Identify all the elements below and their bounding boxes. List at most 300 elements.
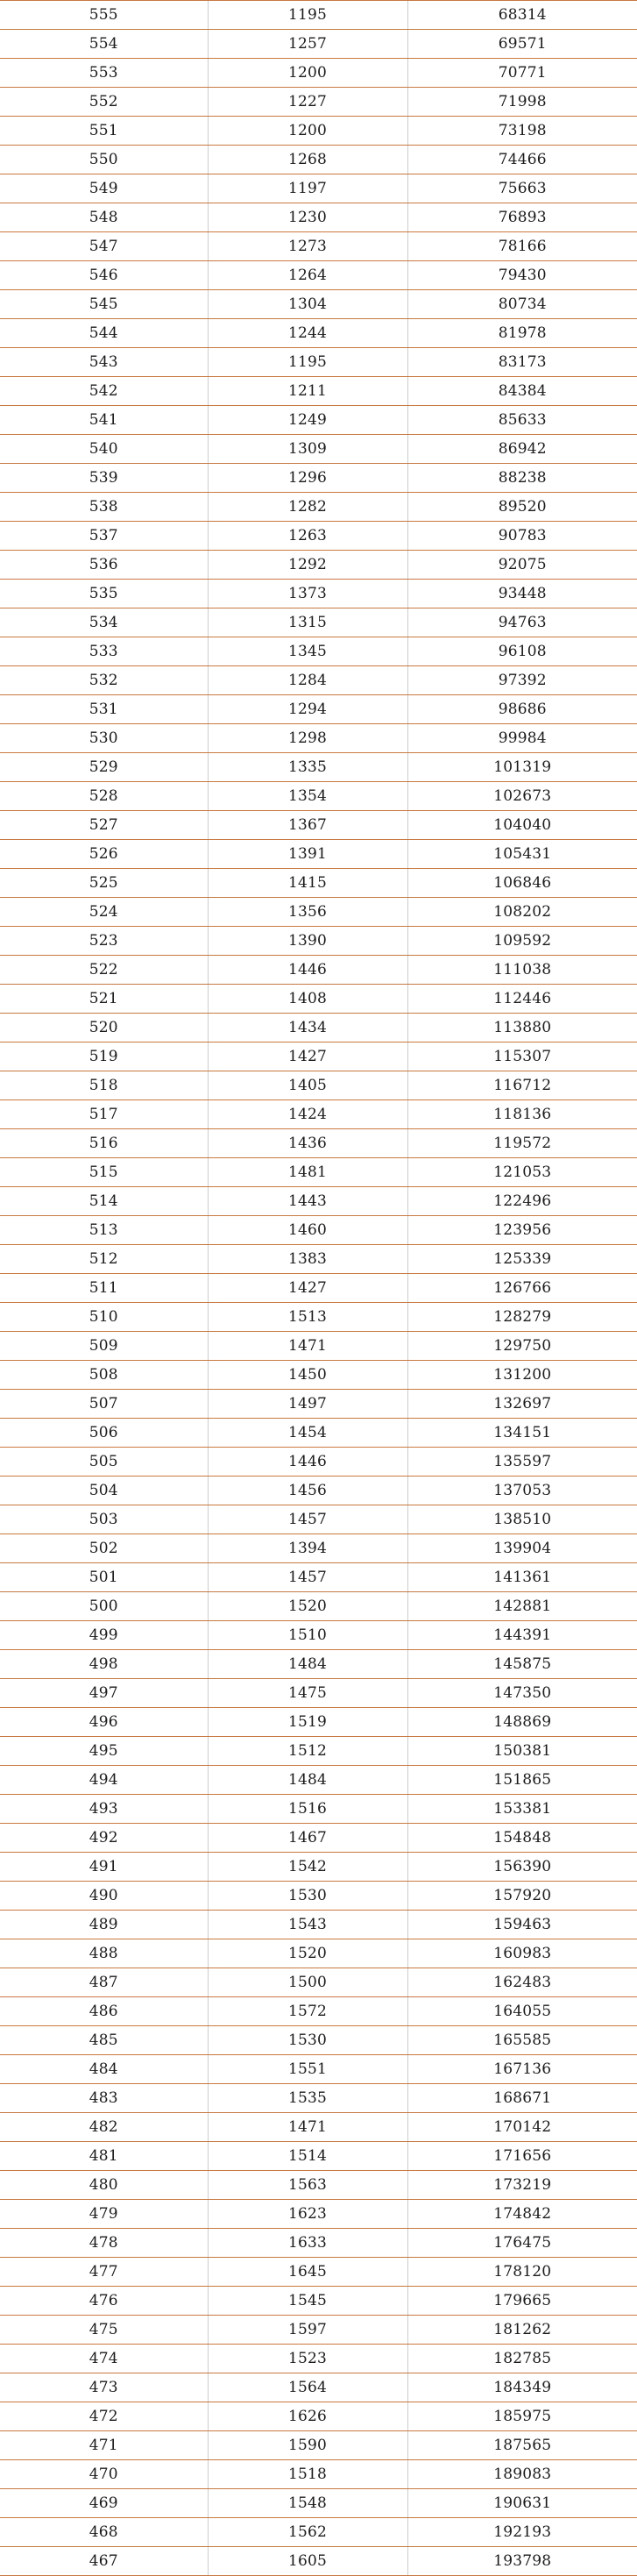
table-row: [0, 1534, 637, 1563]
table-cell-col_a: 492: [0, 1824, 208, 1853]
table-cell-col_b: 1446: [208, 956, 407, 985]
table-cell-col_c: 116712: [407, 1071, 637, 1100]
table-row: [0, 1390, 637, 1419]
table-cell-col_b: 1484: [208, 1766, 407, 1795]
table-cell-col_c: 71998: [407, 88, 637, 117]
table-cell-col_c: 112446: [407, 985, 637, 1014]
table-cell-col_c: 113880: [407, 1014, 637, 1042]
table-row: [0, 1014, 637, 1042]
table-row: [0, 927, 637, 956]
table-cell-col_c: 137053: [407, 1477, 637, 1505]
table-cell-col_c: 89520: [407, 493, 637, 522]
table-row: [0, 2026, 637, 2055]
table-cell-col_b: 1623: [208, 2200, 407, 2229]
table-cell-col_b: 1195: [208, 348, 407, 377]
table-cell-col_c: 189083: [407, 2460, 637, 2489]
table-cell-col_a: 544: [0, 319, 208, 348]
table-cell-col_b: 1545: [208, 2287, 407, 2316]
table-cell-col_c: 74466: [407, 146, 637, 174]
table-cell-col_a: 545: [0, 290, 208, 319]
table-cell-col_b: 1264: [208, 261, 407, 290]
table-cell-col_a: 470: [0, 2460, 208, 2489]
table-cell-col_b: 1467: [208, 1824, 407, 1853]
table-cell-col_a: 467: [0, 2547, 208, 2576]
table-cell-col_c: 167136: [407, 2055, 637, 2084]
table-cell-col_b: 1500: [208, 1968, 407, 1997]
table-cell-col_c: 92075: [407, 551, 637, 580]
table-cell-col_c: 70771: [407, 59, 637, 88]
table-row: [0, 1187, 637, 1216]
table-row: [0, 522, 637, 551]
table-cell-col_c: 115307: [407, 1042, 637, 1071]
table-cell-col_a: 521: [0, 985, 208, 1014]
table-cell-col_a: 502: [0, 1534, 208, 1563]
table-cell-col_b: 1510: [208, 1621, 407, 1650]
table-row: [0, 2345, 637, 2373]
table-cell-col_c: 97392: [407, 666, 637, 695]
table-row: [0, 1939, 637, 1968]
table-cell-col_a: 546: [0, 261, 208, 290]
table-row: [0, 637, 637, 666]
table-row: [0, 377, 637, 406]
table-cell-col_a: 468: [0, 2518, 208, 2547]
table-cell-col_a: 549: [0, 174, 208, 203]
table-cell-col_c: 78166: [407, 232, 637, 261]
table-cell-col_a: 506: [0, 1419, 208, 1448]
table-cell-col_c: 80734: [407, 290, 637, 319]
table-cell-col_b: 1572: [208, 1997, 407, 2026]
table-cell-col_a: 526: [0, 840, 208, 869]
table-cell-col_a: 508: [0, 1361, 208, 1390]
table-row: [0, 1448, 637, 1477]
table-cell-col_c: 156390: [407, 1853, 637, 1882]
table-cell-col_b: 1450: [208, 1361, 407, 1390]
table-cell-col_b: 1309: [208, 435, 407, 464]
table-cell-col_c: 88238: [407, 464, 637, 493]
table-cell-col_b: 1523: [208, 2345, 407, 2373]
table-row: [0, 174, 637, 203]
table-cell-col_c: 190631: [407, 2489, 637, 2518]
table-cell-col_a: 499: [0, 1621, 208, 1650]
table-cell-col_b: 1460: [208, 1216, 407, 1245]
table-cell-col_a: 509: [0, 1332, 208, 1361]
table-cell-col_a: 548: [0, 203, 208, 232]
table-cell-col_a: 531: [0, 695, 208, 724]
table-cell-col_b: 1520: [208, 1939, 407, 1968]
table-cell-col_a: 514: [0, 1187, 208, 1216]
table-cell-col_c: 84384: [407, 377, 637, 406]
table-cell-col_a: 550: [0, 146, 208, 174]
table-row: [0, 2229, 637, 2258]
table-row: [0, 840, 637, 869]
table-row: [0, 117, 637, 146]
table-cell-col_b: 1516: [208, 1795, 407, 1824]
table-cell-col_a: 529: [0, 753, 208, 782]
table-cell-col_b: 1284: [208, 666, 407, 695]
table-cell-col_c: 151865: [407, 1766, 637, 1795]
table-cell-col_a: 504: [0, 1477, 208, 1505]
table-row: [0, 1766, 637, 1795]
table-cell-col_c: 119572: [407, 1129, 637, 1158]
table-row: [0, 551, 637, 580]
table-cell-col_c: 93448: [407, 580, 637, 608]
table-row: [0, 30, 637, 59]
table-row: [0, 782, 637, 811]
table-cell-col_b: 1626: [208, 2402, 407, 2431]
table-cell-col_c: 141361: [407, 1563, 637, 1592]
table-cell-col_c: 174842: [407, 2200, 637, 2229]
table-cell-col_a: 501: [0, 1563, 208, 1592]
table-row: [0, 2402, 637, 2431]
table-cell-col_a: 518: [0, 1071, 208, 1100]
table-cell-col_c: 145875: [407, 1650, 637, 1679]
table-cell-col_a: 503: [0, 1505, 208, 1534]
table-cell-col_c: 86942: [407, 435, 637, 464]
table-row: [0, 2084, 637, 2113]
table-row: [0, 1679, 637, 1708]
table-cell-col_c: 98686: [407, 695, 637, 724]
table-cell-col_b: 1244: [208, 319, 407, 348]
table-cell-col_c: 76893: [407, 203, 637, 232]
table-row: [0, 2142, 637, 2171]
table-row: [0, 203, 637, 232]
table-cell-col_b: 1424: [208, 1100, 407, 1129]
table-cell-col_c: 164055: [407, 1997, 637, 2026]
table-row: [0, 1274, 637, 1303]
table-cell-col_b: 1391: [208, 840, 407, 869]
table-cell-col_a: 519: [0, 1042, 208, 1071]
table-cell-col_a: 528: [0, 782, 208, 811]
table-cell-col_a: 495: [0, 1737, 208, 1766]
table-cell-col_a: 516: [0, 1129, 208, 1158]
table-cell-col_b: 1542: [208, 1853, 407, 1882]
table-cell-col_c: 75663: [407, 174, 637, 203]
table-cell-col_b: 1268: [208, 146, 407, 174]
table-row: [0, 811, 637, 840]
table-cell-col_b: 1562: [208, 2518, 407, 2547]
table-row: [0, 1968, 637, 1997]
table-cell-col_b: 1518: [208, 2460, 407, 2489]
table-cell-col_c: 106846: [407, 869, 637, 898]
table-row: [0, 1042, 637, 1071]
table-cell-col_b: 1530: [208, 2026, 407, 2055]
table-cell-col_c: 193798: [407, 2547, 637, 2576]
table-row: [0, 59, 637, 88]
table-cell-col_c: 135597: [407, 1448, 637, 1477]
table-cell-col_b: 1427: [208, 1274, 407, 1303]
table-cell-col_c: 123956: [407, 1216, 637, 1245]
table-row: [0, 1129, 637, 1158]
table-cell-col_b: 1296: [208, 464, 407, 493]
table-cell-col_a: 538: [0, 493, 208, 522]
table-cell-col_a: 473: [0, 2373, 208, 2402]
table-cell-col_b: 1427: [208, 1042, 407, 1071]
table-cell-col_b: 1645: [208, 2258, 407, 2287]
table-cell-col_a: 537: [0, 522, 208, 551]
table-row: [0, 1100, 637, 1129]
table-cell-col_a: 527: [0, 811, 208, 840]
table-cell-col_a: 483: [0, 2084, 208, 2113]
table-cell-col_a: 541: [0, 406, 208, 435]
table-cell-col_a: 505: [0, 1448, 208, 1477]
table-cell-col_b: 1292: [208, 551, 407, 580]
table-cell-col_a: 555: [0, 1, 208, 30]
table-row: [0, 1158, 637, 1187]
table-cell-col_c: 173219: [407, 2171, 637, 2200]
table-cell-col_b: 1519: [208, 1708, 407, 1737]
table-cell-col_b: 1282: [208, 493, 407, 522]
table-row: [0, 1882, 637, 1911]
table-cell-col_a: 532: [0, 666, 208, 695]
table-cell-col_a: 523: [0, 927, 208, 956]
table-cell-col_a: 515: [0, 1158, 208, 1187]
table-row: [0, 1737, 637, 1766]
table-cell-col_c: 178120: [407, 2258, 637, 2287]
table-cell-col_c: 171656: [407, 2142, 637, 2171]
table-cell-col_b: 1436: [208, 1129, 407, 1158]
table-cell-col_c: 138510: [407, 1505, 637, 1534]
table-row: [0, 261, 637, 290]
table-row: [0, 464, 637, 493]
table-cell-col_c: 150381: [407, 1737, 637, 1766]
table-cell-col_c: 148869: [407, 1708, 637, 1737]
table-cell-col_a: 522: [0, 956, 208, 985]
table-cell-col_a: 539: [0, 464, 208, 493]
table-cell-col_b: 1457: [208, 1563, 407, 1592]
table-row: [0, 695, 637, 724]
table-cell-col_a: 552: [0, 88, 208, 117]
table-row: [0, 2200, 637, 2229]
table-cell-col_c: 131200: [407, 1361, 637, 1390]
table-row: [0, 1361, 637, 1390]
table-cell-col_a: 484: [0, 2055, 208, 2084]
table-cell-col_a: 535: [0, 580, 208, 608]
table-cell-col_c: 96108: [407, 637, 637, 666]
table-row: [0, 1303, 637, 1332]
table-cell-col_a: 476: [0, 2287, 208, 2316]
table-cell-col_c: 81978: [407, 319, 637, 348]
table-cell-col_b: 1548: [208, 2489, 407, 2518]
table-cell-col_a: 472: [0, 2402, 208, 2431]
table-row: [0, 406, 637, 435]
table-cell-col_c: 85633: [407, 406, 637, 435]
table-cell-col_b: 1563: [208, 2171, 407, 2200]
table-cell-col_c: 176475: [407, 2229, 637, 2258]
table-row: [0, 2547, 637, 2576]
table-cell-col_a: 486: [0, 1997, 208, 2026]
table-row: [0, 985, 637, 1014]
table-cell-col_b: 1367: [208, 811, 407, 840]
table-cell-col_b: 1408: [208, 985, 407, 1014]
table-row: [0, 1563, 637, 1592]
table-cell-col_b: 1227: [208, 88, 407, 117]
table-cell-col_b: 1471: [208, 1332, 407, 1361]
table-row: [0, 2113, 637, 2142]
table-cell-col_b: 1405: [208, 1071, 407, 1100]
table-cell-col_a: 497: [0, 1679, 208, 1708]
table-cell-col_a: 534: [0, 608, 208, 637]
table-cell-col_c: 73198: [407, 117, 637, 146]
table-cell-col_c: 142881: [407, 1592, 637, 1621]
table-cell-col_b: 1471: [208, 2113, 407, 2142]
table-cell-col_b: 1475: [208, 1679, 407, 1708]
table-cell-col_a: 536: [0, 551, 208, 580]
table-cell-col_a: 524: [0, 898, 208, 927]
table-cell-col_c: 157920: [407, 1882, 637, 1911]
table-cell-col_b: 1298: [208, 724, 407, 753]
table-cell-col_b: 1457: [208, 1505, 407, 1534]
table-cell-col_b: 1633: [208, 2229, 407, 2258]
table-cell-col_a: 482: [0, 2113, 208, 2142]
table-cell-col_b: 1315: [208, 608, 407, 637]
table-cell-col_a: 494: [0, 1766, 208, 1795]
table-row: [0, 1071, 637, 1100]
table-cell-col_b: 1394: [208, 1534, 407, 1563]
table-cell-col_a: 475: [0, 2316, 208, 2345]
table-cell-col_c: 105431: [407, 840, 637, 869]
table-cell-col_a: 551: [0, 117, 208, 146]
table-row: [0, 146, 637, 174]
table-cell-col_b: 1434: [208, 1014, 407, 1042]
table-cell-col_b: 1497: [208, 1390, 407, 1419]
table-cell-col_c: 182785: [407, 2345, 637, 2373]
table-cell-col_b: 1514: [208, 2142, 407, 2171]
table-cell-col_b: 1512: [208, 1737, 407, 1766]
table-cell-col_b: 1535: [208, 2084, 407, 2113]
table-cell-col_a: 477: [0, 2258, 208, 2287]
table-cell-col_b: 1564: [208, 2373, 407, 2402]
table-cell-col_a: 554: [0, 30, 208, 59]
table-cell-col_a: 507: [0, 1390, 208, 1419]
table-cell-col_a: 517: [0, 1100, 208, 1129]
table-cell-col_c: 128279: [407, 1303, 637, 1332]
table-cell-col_a: 553: [0, 59, 208, 88]
table-cell-col_c: 159463: [407, 1911, 637, 1939]
table-row: [0, 580, 637, 608]
table-row: [0, 2489, 637, 2518]
table-cell-col_b: 1335: [208, 753, 407, 782]
table-cell-col_b: 1415: [208, 869, 407, 898]
table-cell-col_b: 1605: [208, 2547, 407, 2576]
table-cell-col_b: 1200: [208, 117, 407, 146]
table-row: [0, 2287, 637, 2316]
table-cell-col_b: 1520: [208, 1592, 407, 1621]
table-row: [0, 319, 637, 348]
table-row: [0, 2171, 637, 2200]
table-cell-col_c: 102673: [407, 782, 637, 811]
table-cell-col_c: 144391: [407, 1621, 637, 1650]
table-cell-col_b: 1481: [208, 1158, 407, 1187]
table-row: [0, 1592, 637, 1621]
table-row: [0, 1795, 637, 1824]
table-cell-col_b: 1543: [208, 1911, 407, 1939]
table-row: [0, 1708, 637, 1737]
table-cell-col_c: 170142: [407, 2113, 637, 2142]
table-cell-col_a: 469: [0, 2489, 208, 2518]
table-cell-col_c: 192193: [407, 2518, 637, 2547]
table-cell-col_b: 1345: [208, 637, 407, 666]
table-cell-col_c: 68314: [407, 1, 637, 30]
table-cell-col_c: 69571: [407, 30, 637, 59]
table-cell-col_c: 94763: [407, 608, 637, 637]
table-cell-col_c: 134151: [407, 1419, 637, 1448]
table-cell-col_a: 474: [0, 2345, 208, 2373]
table-cell-col_a: 491: [0, 1853, 208, 1882]
table-cell-col_b: 1446: [208, 1448, 407, 1477]
table-cell-col_b: 1454: [208, 1419, 407, 1448]
table-row: [0, 1650, 637, 1679]
table-cell-col_a: 488: [0, 1939, 208, 1968]
table-cell-col_b: 1597: [208, 2316, 407, 2345]
table-row: [0, 2258, 637, 2287]
table-row: [0, 2431, 637, 2460]
table-cell-col_a: 540: [0, 435, 208, 464]
table-cell-col_c: 147350: [407, 1679, 637, 1708]
table-cell-col_c: 101319: [407, 753, 637, 782]
table-row: [0, 1824, 637, 1853]
table-cell-col_b: 1304: [208, 290, 407, 319]
table-row: [0, 2460, 637, 2489]
table-cell-col_a: 520: [0, 1014, 208, 1042]
table-cell-col_c: 154848: [407, 1824, 637, 1853]
table-row: [0, 1419, 637, 1448]
table-row: [0, 1332, 637, 1361]
table-row: [0, 1477, 637, 1505]
table-cell-col_a: 471: [0, 2431, 208, 2460]
table-cell-col_a: 487: [0, 1968, 208, 1997]
table-cell-col_a: 498: [0, 1650, 208, 1679]
table-cell-col_c: 187565: [407, 2431, 637, 2460]
table-cell-col_a: 496: [0, 1708, 208, 1737]
table-row: [0, 608, 637, 637]
table-cell-col_a: 478: [0, 2229, 208, 2258]
table-cell-col_b: 1590: [208, 2431, 407, 2460]
table-cell-col_c: 125339: [407, 1245, 637, 1274]
table-cell-col_c: 104040: [407, 811, 637, 840]
table-row: [0, 869, 637, 898]
table-cell-col_c: 129750: [407, 1332, 637, 1361]
table-cell-col_b: 1373: [208, 580, 407, 608]
table-row: [0, 1505, 637, 1534]
table-cell-col_c: 185975: [407, 2402, 637, 2431]
table-cell-col_b: 1263: [208, 522, 407, 551]
table-cell-col_a: 480: [0, 2171, 208, 2200]
table-cell-col_c: 83173: [407, 348, 637, 377]
table-row: [0, 348, 637, 377]
table-cell-col_a: 511: [0, 1274, 208, 1303]
table-cell-col_b: 1249: [208, 406, 407, 435]
table-row: [0, 898, 637, 927]
table-cell-col_a: 490: [0, 1882, 208, 1911]
table-row: [0, 435, 637, 464]
table-cell-col_b: 1197: [208, 174, 407, 203]
table-row: [0, 1, 637, 30]
table-row: [0, 1997, 637, 2026]
table-cell-col_b: 1257: [208, 30, 407, 59]
table-row: [0, 2316, 637, 2345]
table-cell-col_b: 1273: [208, 232, 407, 261]
table-cell-col_b: 1456: [208, 1477, 407, 1505]
table-row: [0, 1911, 637, 1939]
table-row: [0, 1853, 637, 1882]
table-row: [0, 1216, 637, 1245]
table-cell-col_a: 530: [0, 724, 208, 753]
table-cell-col_c: 111038: [407, 956, 637, 985]
table-cell-col_c: 165585: [407, 2026, 637, 2055]
table-cell-col_b: 1294: [208, 695, 407, 724]
table-cell-col_b: 1195: [208, 1, 407, 30]
table-cell-col_b: 1443: [208, 1187, 407, 1216]
